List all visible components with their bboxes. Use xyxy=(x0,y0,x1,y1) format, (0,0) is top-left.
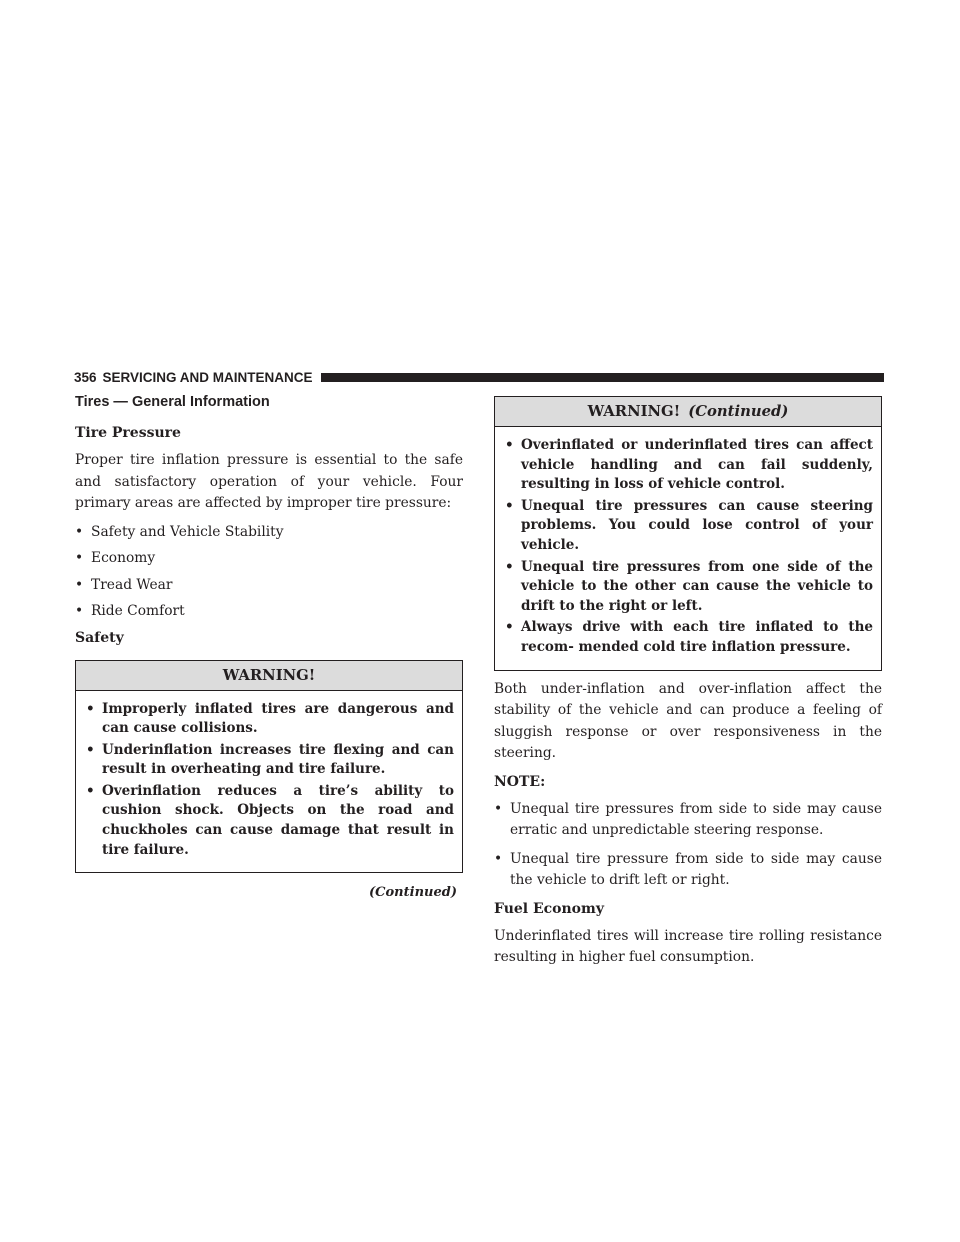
warning-continued-body xyxy=(495,427,881,670)
note-list xyxy=(494,799,882,891)
bullet-icon: • xyxy=(86,741,95,758)
list-item: • Tread Wear xyxy=(75,575,463,596)
left-column xyxy=(75,390,463,900)
bullet-icon: • xyxy=(505,497,514,514)
stability-paragraph: Both under-inflation and over-inflation affect the stability of the vehicle and can produce a feeling of sluggish response or over responsiveness in the steering. xyxy=(494,680,882,762)
warning-item: • Overinflation reduces a tire’s ability to cushion shock. Objects on the road and chuckholes can cause damage that result in tire failure. xyxy=(86,782,454,858)
list-item: • Unequal tire pressure from side to side may cause the vehicle to drift left or right. xyxy=(494,850,882,888)
warning-item: • Improperly inflated tires are dangerous and can cause collisions. xyxy=(86,700,454,737)
continued-label: (Continued) xyxy=(369,885,457,901)
bullet-icon: • xyxy=(75,603,84,619)
bullet-icon: • xyxy=(494,800,503,817)
page-header xyxy=(74,369,884,385)
bullet-icon: • xyxy=(75,550,84,566)
header-rule xyxy=(321,373,884,382)
subhead-safety: Safety xyxy=(75,629,124,646)
subhead-fuel-economy: Fuel Economy xyxy=(494,900,604,917)
list-item: • Economy xyxy=(75,548,463,569)
bullet-icon: • xyxy=(494,850,503,867)
tire-pressure-paragraph: Proper tire inflation pressure is essential to the safe and satisfactory operation of your vehicle. Four primary areas are affected by improper tire pressure: xyxy=(75,452,463,511)
bullet-icon: • xyxy=(75,523,84,540)
warning-item: • Unequal tire pressures from one side of the vehicle to the other can cause the vehicle to drift to the right or left. xyxy=(505,558,873,614)
heading-tires-general-information: Tires — General Information xyxy=(75,394,270,410)
warning-continued-title: WARNING! (Continued) xyxy=(495,397,881,427)
right-column xyxy=(494,396,882,976)
bullet-icon: • xyxy=(505,619,514,636)
bullet-icon: • xyxy=(505,437,514,453)
affected-areas-list xyxy=(75,522,463,623)
warning-item: • Unequal tire pressures can cause steering problems. You could lose control of your vehicle. xyxy=(505,497,873,553)
list-item: • Safety and Vehicle Stability xyxy=(75,522,463,543)
section-title: SERVICING AND MAINTENANCE xyxy=(102,369,313,385)
fuel-economy-paragraph: Underinflated tires will increase tire rolling resistance resulting in higher fuel consumption. xyxy=(494,927,882,966)
bullet-icon: • xyxy=(86,782,95,799)
warning-continued-box xyxy=(494,396,882,671)
warning-body xyxy=(76,691,462,873)
warning-title: WARNING! xyxy=(76,661,462,691)
warning-item: • Underinflation increases tire flexing and can result in overheating and tire failure. xyxy=(86,741,454,778)
note-label: NOTE: xyxy=(494,773,546,790)
subhead-tire-pressure: Tire Pressure xyxy=(75,425,181,441)
page-number: 356 xyxy=(74,369,97,385)
bullet-icon: • xyxy=(75,576,84,593)
warning-box xyxy=(75,660,463,874)
bullet-icon: • xyxy=(86,700,95,717)
warning-item: • Always drive with each tire inflated to the recom- mended cold tire inflation pressure. xyxy=(505,619,873,655)
list-item: • Unequal tire pressures from side to side may cause erratic and unpredictable steering response. xyxy=(494,800,882,838)
list-item: • Ride Comfort xyxy=(75,601,463,622)
bullet-icon: • xyxy=(505,558,514,575)
warning-item: • Overinflated or underinflated tires can affect vehicle handling and can fail suddenly, resulting in loss of vehicle control. xyxy=(505,437,873,493)
